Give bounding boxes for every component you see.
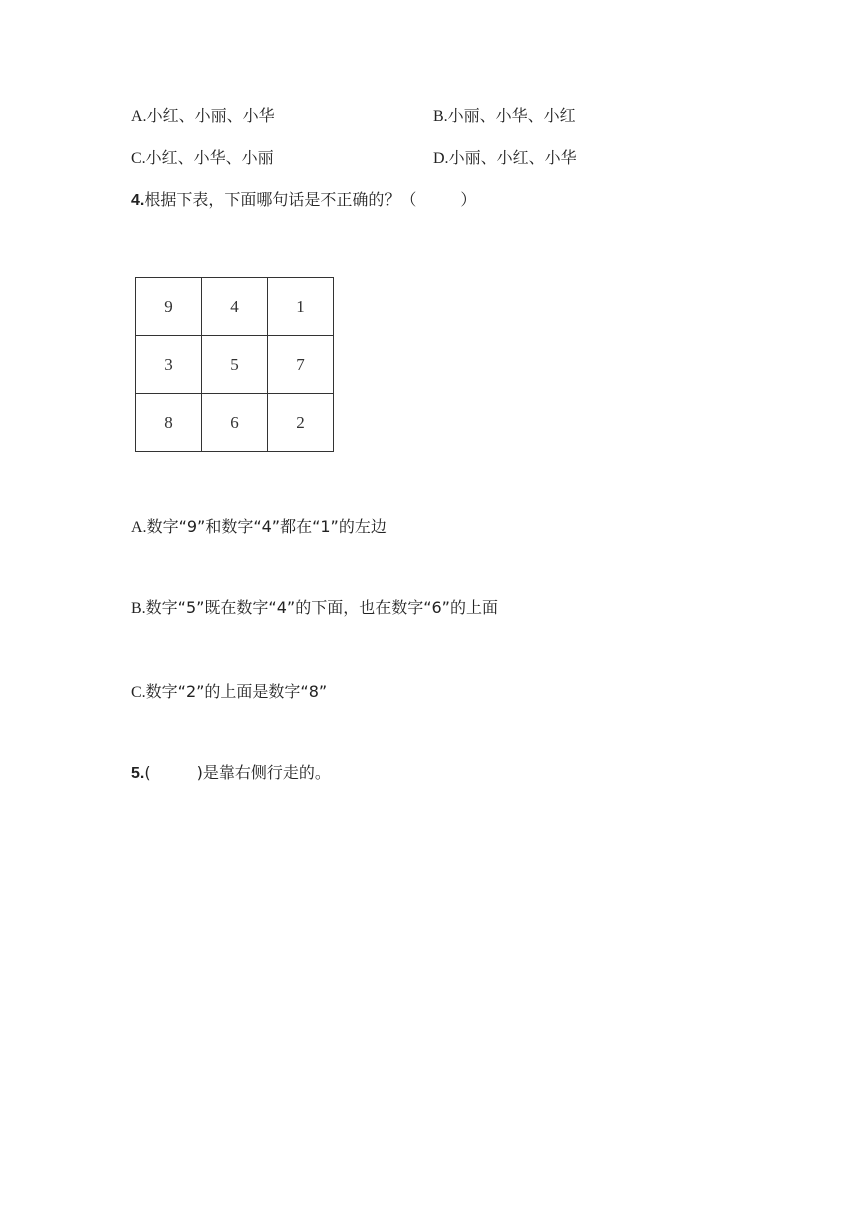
- grid-cell: 2: [268, 394, 334, 452]
- close-paren: ）: [460, 190, 477, 209]
- grid-row: [136, 394, 334, 452]
- grid-cell: 8: [136, 394, 202, 452]
- option-letter: C.: [131, 684, 146, 701]
- option-text: 数字“5”既在数字“4”的下面，也在数字“6”的上面: [145, 598, 498, 617]
- grid-cell: 4: [202, 278, 268, 336]
- q3-option-d: [433, 147, 577, 170]
- grid-cell: 5: [202, 336, 268, 394]
- grid-row: [136, 336, 334, 394]
- option-text: 数字“9”和数字“4”都在“1”的左边: [146, 517, 387, 536]
- number-grid: [135, 277, 334, 452]
- open-paren: (: [144, 763, 151, 782]
- option-letter: C.: [131, 150, 146, 167]
- question-number: 4.: [131, 192, 145, 209]
- question-number: 5.: [131, 765, 145, 782]
- option-letter: A.: [131, 108, 147, 125]
- q5-prompt: [131, 762, 331, 785]
- option-letter: A.: [131, 519, 147, 536]
- option-text: 小红、小华、小丽: [145, 148, 274, 167]
- option-letter: B.: [131, 600, 146, 617]
- q4-option-a: [131, 516, 387, 539]
- grid-cell: 9: [136, 278, 202, 336]
- option-text: 小丽、小华、小红: [447, 106, 576, 125]
- question-text: 根据下表，下面哪句话是不正确的？（: [144, 190, 417, 209]
- option-text: 小红、小丽、小华: [146, 106, 275, 125]
- grid-cell: 1: [268, 278, 334, 336]
- q4-option-b: [131, 597, 498, 620]
- question-text: )是靠右侧行走的。: [196, 763, 331, 782]
- grid-cell: 6: [202, 394, 268, 452]
- q3-option-a: [131, 105, 275, 128]
- grid-cell: 7: [268, 336, 334, 394]
- q4-prompt: [131, 189, 476, 212]
- option-letter: D.: [433, 150, 449, 167]
- q4-option-c: [131, 681, 327, 704]
- option-text: 数字“2”的上面是数字“8”: [145, 682, 328, 701]
- grid-row: [136, 278, 334, 336]
- q3-option-c: [131, 147, 274, 170]
- q3-option-b: [433, 105, 576, 128]
- option-letter: B.: [433, 108, 448, 125]
- option-text: 小丽、小红、小华: [448, 148, 577, 167]
- grid-cell: 3: [136, 336, 202, 394]
